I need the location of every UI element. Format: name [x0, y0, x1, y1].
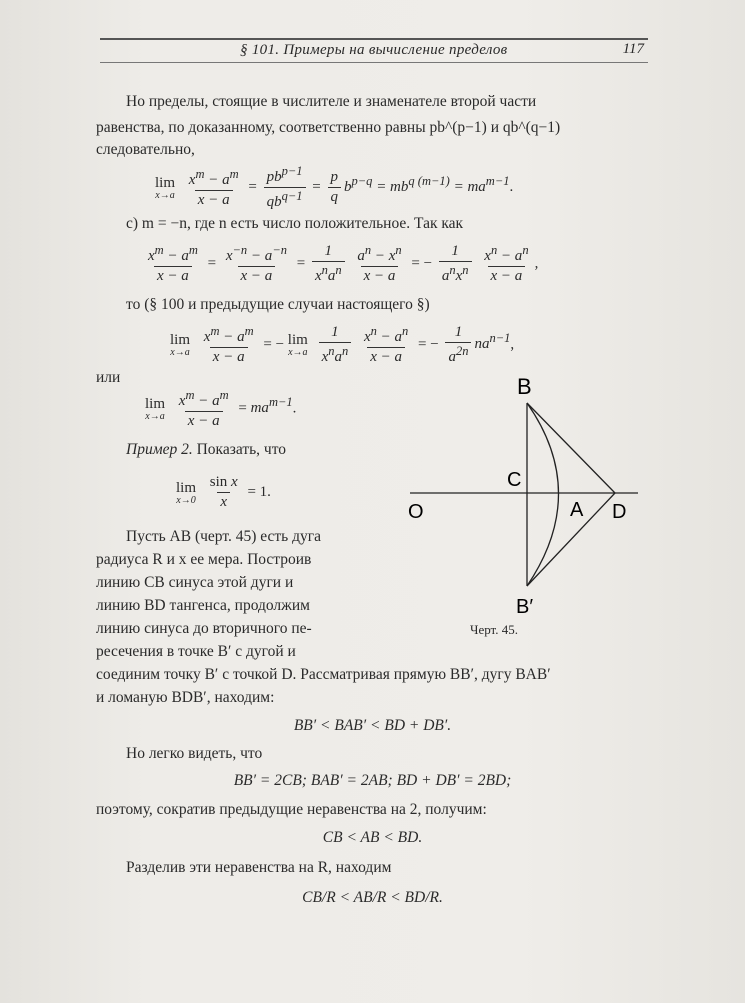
inequality-3: CB/R < AB/R < BD/R.: [302, 889, 443, 906]
label-a: A: [570, 499, 584, 521]
equalities: BB′ = 2CB; BAB′ = 2AB; BD + DB′ = 2BD;: [233, 772, 512, 789]
or-word: или: [96, 369, 121, 386]
example-label: Пример 2.: [126, 441, 193, 458]
eq1-limit-sub: x→a: [155, 189, 175, 201]
therefore-line: поэтому, сократив предыдущие неравенства на 2, получим:: [96, 801, 487, 818]
p1-line3: следовательно,: [96, 141, 195, 158]
example-2: [126, 440, 286, 460]
tangent-bd: [527, 403, 615, 493]
label-c: C: [507, 469, 522, 491]
figure-caption: Черт. 45.: [470, 622, 519, 637]
p2-line3: линию CB синуса этой дуги и: [96, 574, 294, 591]
p1-line2: равенства, по доказанному, соответственно равны pb^(p−1) и qb^(q−1): [96, 119, 561, 136]
equation-1: lim x→a $\frac{x^m - a^m}{x - a}$ = $\frac{pb^{p-1}}{qb^{q-1}}$ = $\frac{p}{q}$ $b^{p-q} = mb^{q (m-1)} = ma^{m-1}$.: [155, 164, 514, 210]
page-header: [100, 34, 648, 66]
label-d: D: [612, 501, 627, 523]
page-number: 117: [622, 41, 644, 57]
label-o: O: [408, 501, 424, 523]
then-line: то (§ 100 и предыдущие случаи настоящего §): [126, 296, 430, 313]
equation-5: lim x→0 $\frac{\text{sin x}}{x}$ = 1.: [176, 474, 271, 510]
divide-line: Разделив эти неравенства на R, находим: [126, 859, 392, 876]
equation-4: lim x→a $\frac{x^m - a^m}{x - a}$ = $ma^{m-1}$.: [145, 388, 297, 429]
easy-line: Но легко видеть, что: [126, 745, 263, 762]
example-text: Показать, что: [196, 441, 287, 458]
case-c: c) m = −n, где n есть число положительное. Так как: [126, 215, 464, 232]
p1-line1: Но пределы, стоящие в числителе и знаменателе второй части: [126, 93, 537, 110]
running-title: § 101. Примеры на вычисление пределов: [240, 42, 508, 58]
label-b-prime: B′: [516, 596, 534, 618]
p2-line2: радиуса R и x ее мера. Построив: [96, 551, 312, 568]
p2-line6: ресечения в точке B′ с дугой и: [96, 643, 296, 660]
p2-line4: линию BD тангенса, продолжим: [96, 597, 310, 614]
header-rule-top: [100, 38, 648, 40]
equation-2: $\frac{x^m - a^m}{x - a}$ = $\frac{x^{-n} - a^{-n}}{x - a}$ = $\frac{1}{x^na^n}$ $\frac{a^n - x^n}{x - a}$ = − $\frac{1}{a^nx^n}$ $\frac{x^n - a^n}{x - a}$ ,: [148, 243, 539, 284]
eq5-limit-sub: x→0: [176, 494, 196, 506]
label-b: B: [517, 374, 532, 399]
inequality-1: BB′ < BAB′ < BD + DB′.: [293, 717, 452, 734]
p2-line5: линию синуса до вторичного пе-: [96, 620, 312, 637]
p2-line8: и ломаную BDB′, находим:: [96, 689, 275, 706]
header-rule-bottom: [100, 62, 648, 63]
figure-45: [400, 368, 640, 648]
equation-3: lim x→a $\frac{x^m - a^m}{x - a}$ = − lim x→a $\frac{1}{x^na^n}$ $\frac{x^n - a^n}{x - a}$ = − $\frac{1}{a^{2n}}$ $na^{n-1}$,: [170, 324, 515, 365]
inequality-2: CB < AB < BD.: [322, 829, 423, 846]
p2-line1: Пусть AB (черт. 45) есть дуга: [126, 528, 321, 545]
p2-line7: соединим точку B′ с точкой D. Рассматривая прямую BB′, дугу BAB′: [96, 666, 551, 683]
